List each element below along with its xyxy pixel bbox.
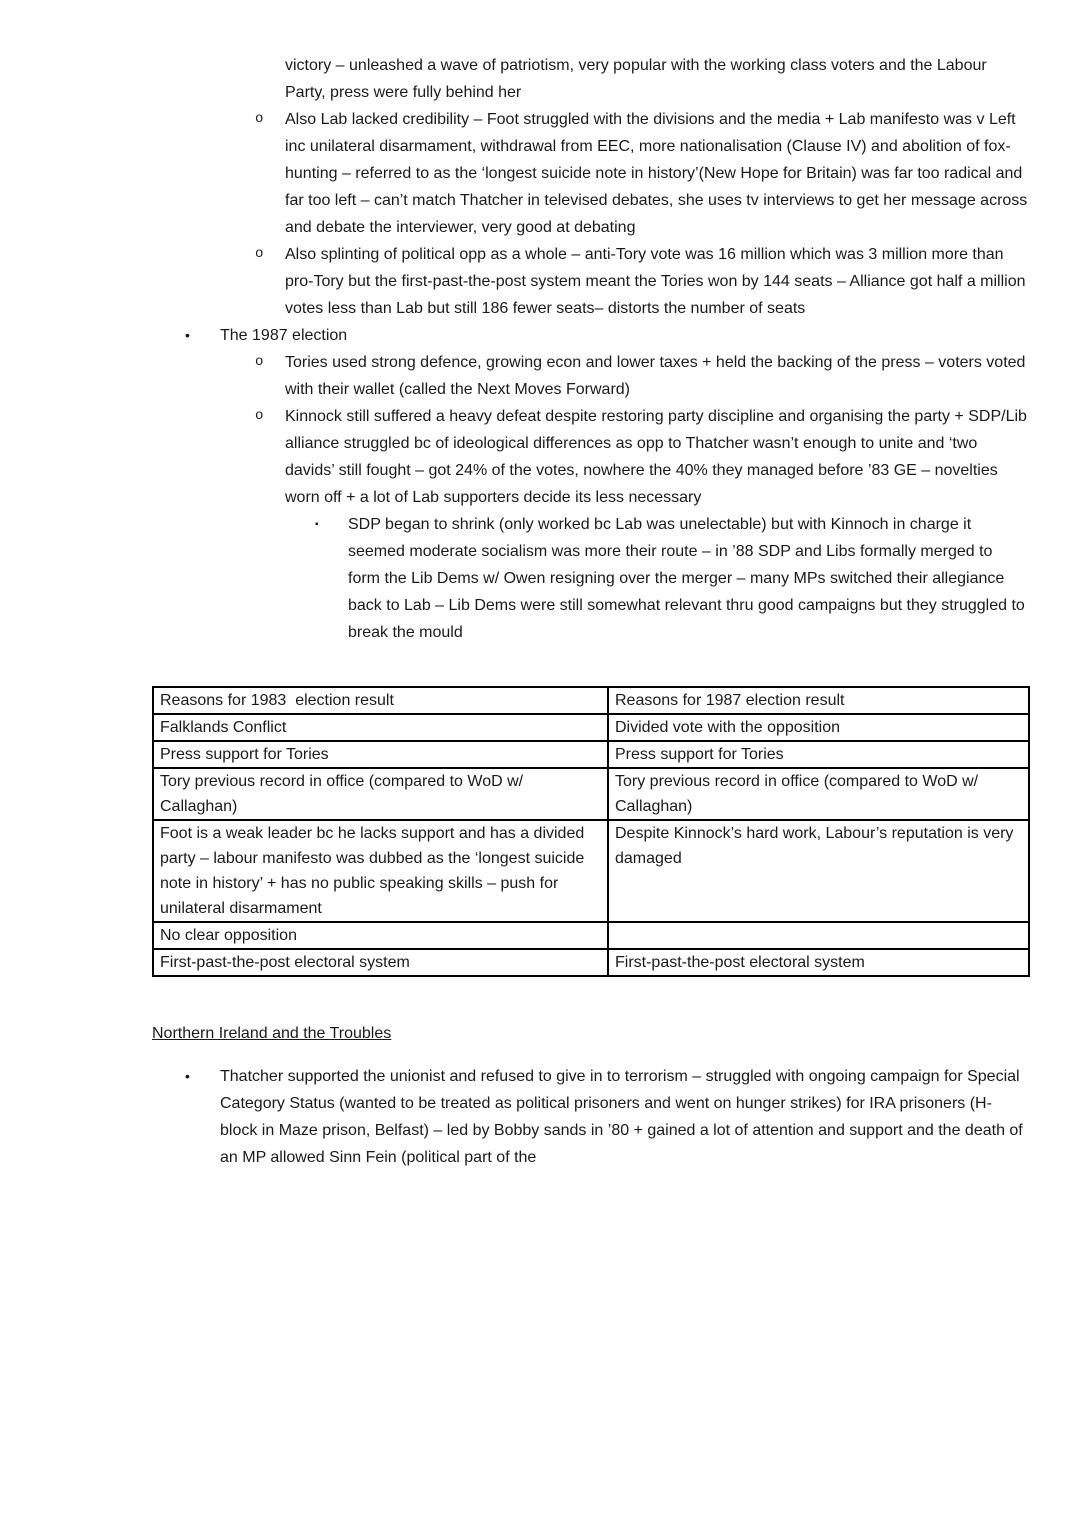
circle-bullet-icon: o <box>255 246 264 262</box>
list-item-text: Also splinting of political opp as a whole – anti-Tory vote was 16 million which was 3 million more than pro-Tory but the first-past-the-post system meant the Tories won by 144 seats – Alliance got half a million votes less than Lab but still 186 fewer seats– distorts the number of seats <box>285 246 1026 317</box>
list-item-sdp-shrink <box>0 511 1080 646</box>
table-cell: Falklands Conflict <box>153 714 608 741</box>
list-item-text: The 1987 election <box>220 327 348 344</box>
list-item-tories-1987 <box>0 349 1080 403</box>
list-item-thatcher-unionist <box>0 1063 1080 1171</box>
list-item-text: Thatcher supported the unionist and refused to give in to terrorism – struggled with ongoing campaign for Special Category Status (wanted to be treated as political prisoners and went on hunger strikes) for IRA prisoners (H-block in Maze prison, Belfast) – led by Bobby sands in ’80 + gained a lot of attention and support and the death of an MP allowed Sinn Fein (political part of the <box>220 1068 1023 1166</box>
table-row <box>153 922 1029 949</box>
table-cell: Foot is a weak leader bc he lacks support and has a divided party – labour manifesto was dubbed as the ‘longest suicide note in history’ + has no public speaking skills – push for unilateral disarmament <box>153 820 608 922</box>
list-item-1987-election <box>0 322 1080 349</box>
list-item-lab-credibility <box>0 106 1080 241</box>
list-item-splinting <box>0 241 1080 322</box>
list-item-text: SDP began to shrink (only worked bc Lab was unelectable) but with Kinnoch in charge it seemed moderate socialism was more their route – in ’88 SDP and Libs formally merged to form the Lib Dems w/ Owen resigning over the merger – many MPs switched their allegiance back to Lab – Lib Dems were still somewhat relevant thru good campaigns but they struggled to break the mould <box>348 516 1025 641</box>
continuation-paragraph: victory – unleashed a wave of patriotism, very popular with the working class voters and the Labour Party, press were fully behind her <box>285 57 987 101</box>
table-row <box>153 768 1029 820</box>
table-row <box>153 820 1029 922</box>
disc-bullet-icon: • <box>185 1068 190 1084</box>
election-comparison-table <box>152 686 1030 977</box>
list-item-text: Kinnock still suffered a heavy defeat despite restoring party discipline and organising the party + SDP/Lib alliance struggled bc of ideological differences as opp to Thatcher wasn’t enough to unite and ‘two davids’ still fought – got 24% of the votes, nowhere the 40% they managed before ’83 GE – novelties worn off + a lot of Lab supporters decide its less necessary <box>285 408 1027 506</box>
table-row <box>153 741 1029 768</box>
list-item-text: Tories used strong defence, growing econ and lower taxes + held the backing of the press – voters voted with their wallet (called the Next Moves Forward) <box>285 354 1026 398</box>
table-cell: Divided vote with the opposition <box>608 714 1029 741</box>
table-header-row <box>153 687 1029 714</box>
table-cell: Tory previous record in office (compared to WoD w/ Callaghan) <box>608 768 1029 820</box>
table-cell: Press support for Tories <box>153 741 608 768</box>
table-cell <box>608 922 1029 949</box>
table-cell: First-past-the-post electoral system <box>608 949 1029 976</box>
table-row <box>153 714 1029 741</box>
circle-bullet-icon: o <box>255 111 264 127</box>
table-header-cell-1983: Reasons for 1983 election result <box>153 687 608 714</box>
section-heading-northern-ireland: Northern Ireland and the Troubles <box>152 1025 392 1042</box>
list-item-text: Also Lab lacked credibility – Foot struggled with the divisions and the media + Lab manifesto was v Left inc unilateral disarmament, withdrawal from EEC, more nationalisation (Clause IV) and abolition of fox-hunting – referred to as the ‘longest suicide note in history’(New Hope for Britain) was far too radical and far too left – can’t match Thatcher in televised debates, she uses tv interviews to get her message across and debate the interviewer, very good at debating <box>285 111 1028 236</box>
square-bullet-icon: ▪ <box>315 519 319 530</box>
circle-bullet-icon: o <box>255 354 264 370</box>
disc-bullet-icon: • <box>185 327 190 343</box>
table-cell: Despite Kinnock’s hard work, Labour’s reputation is very damaged <box>608 820 1029 922</box>
circle-bullet-icon: o <box>255 408 264 424</box>
table-cell: First-past-the-post electoral system <box>153 949 608 976</box>
list-item-kinnock-defeat <box>0 403 1080 511</box>
table-cell: Tory previous record in office (compared to WoD w/ Callaghan) <box>153 768 608 820</box>
table-row <box>153 949 1029 976</box>
table-header-cell-1987: Reasons for 1987 election result <box>608 687 1029 714</box>
table-cell: No clear opposition <box>153 922 608 949</box>
table-cell: Press support for Tories <box>608 741 1029 768</box>
